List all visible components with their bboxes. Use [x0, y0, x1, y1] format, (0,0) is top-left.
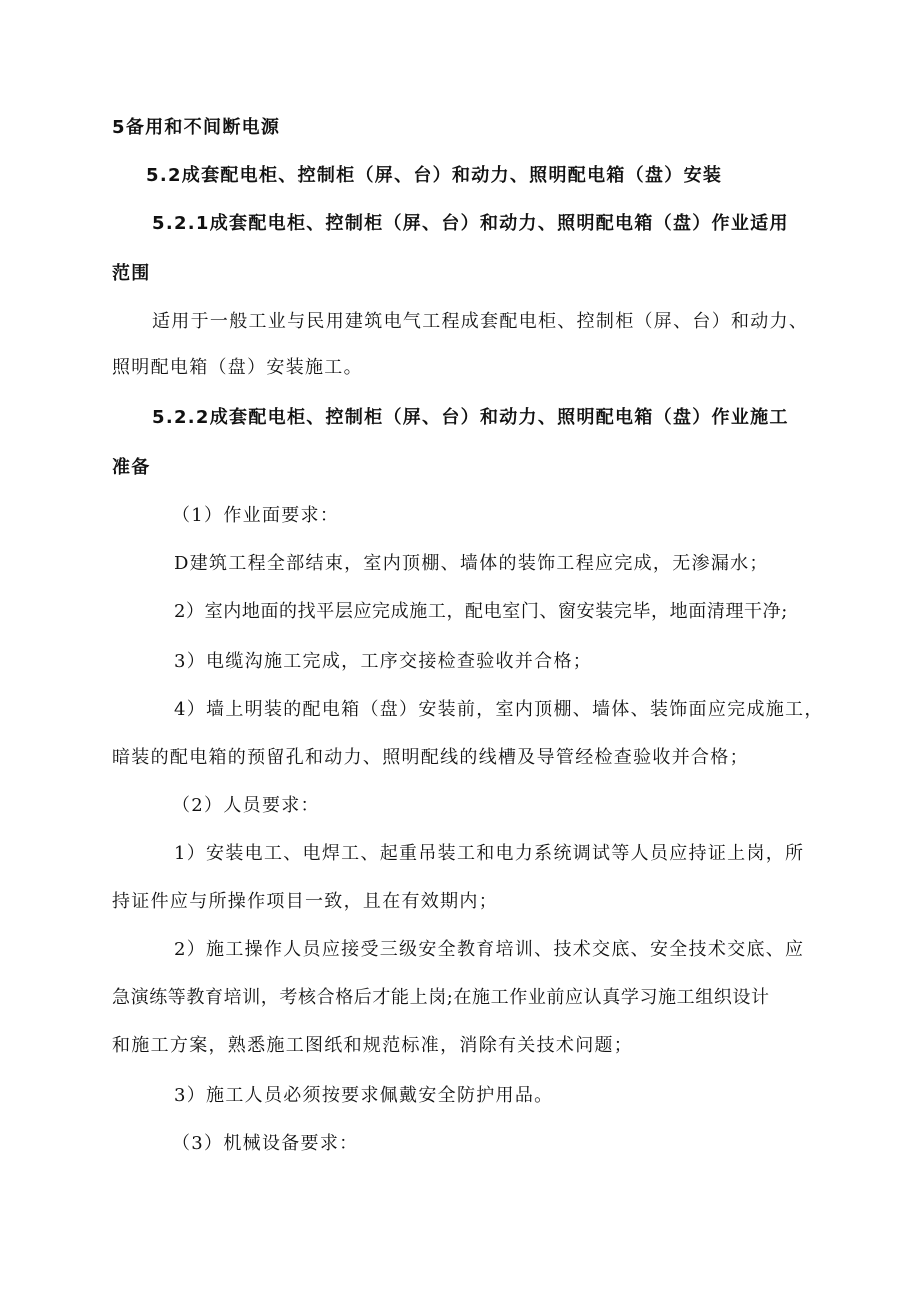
work-surface-requirements-title: （1）作业面要求： — [172, 505, 340, 526]
heading-5-2-1-line1: 5.2.1成套配电柜、控制柜（屏、台）和动力、照明配电箱（盘）作业适用 — [152, 213, 789, 234]
heading-5-2-2-line1: 5.2.2成套配电柜、控制柜（屏、台）和动力、照明配电箱（盘）作业施工 — [152, 407, 789, 428]
work-surface-item-2: 2）室内地面的找平层应完成施工，配电室门、窗安装完毕，地面清理干净; — [174, 601, 788, 622]
personnel-item-2-line1: 2）施工操作人员应接受三级安全教育培训、技术交底、安全技术交底、应 — [174, 939, 805, 960]
personnel-item-2-line3: 和施工方案，熟悉施工图纸和规范标准，消除有关技术问题； — [112, 1035, 634, 1056]
personnel-item-3: 3）施工人员必须按要求佩戴安全防护用品。 — [174, 1085, 554, 1106]
section-title: 5备用和不间断电源 — [112, 117, 281, 138]
heading-5-2-1-line2: 范围 — [112, 263, 151, 284]
subsection-title: 5.2成套配电柜、控制柜（屏、台）和动力、照明配电箱（盘）安装 — [146, 165, 723, 186]
personnel-item-2-line2: 急演练等教育培训，考核合格后才能上岗;在施工作业前应认真学习施工组织设计 — [112, 987, 770, 1008]
personnel-requirements-title: （2）人员要求： — [172, 795, 320, 816]
work-surface-item-4-line2: 暗装的配电箱的预留孔和动力、照明配线的线槽及导管经检查验收并合格； — [112, 747, 749, 768]
heading-5-2-2-line2: 准备 — [112, 457, 151, 478]
work-surface-item-1: D建筑工程全部结束，室内顶棚、墙体的装饰工程应完成，无渗漏水； — [174, 553, 769, 574]
personnel-item-1-line1: 1）安装电工、电焊工、起重吊装工和电力系统调试等人员应持证上岗，所 — [174, 843, 805, 864]
scope-paragraph-line1: 适用于一般工业与民用建筑电气工程成套配电柜、控制柜（屏、台）和动力、 — [152, 311, 809, 332]
work-surface-item-4-line1: 4）墙上明装的配电箱（盘）安装前，室内顶棚、墙体、装饰面应完成施工， — [174, 699, 824, 720]
work-surface-item-3: 3）电缆沟施工完成，工序交接检查验收并合格； — [174, 651, 593, 672]
equipment-requirements-title: （3）机械设备要求： — [172, 1133, 359, 1154]
personnel-item-1-line2: 持证件应与所操作项目一致，且在有效期内； — [112, 891, 498, 912]
scope-paragraph-line2: 照明配电箱（盘）安装施工。 — [112, 357, 363, 378]
